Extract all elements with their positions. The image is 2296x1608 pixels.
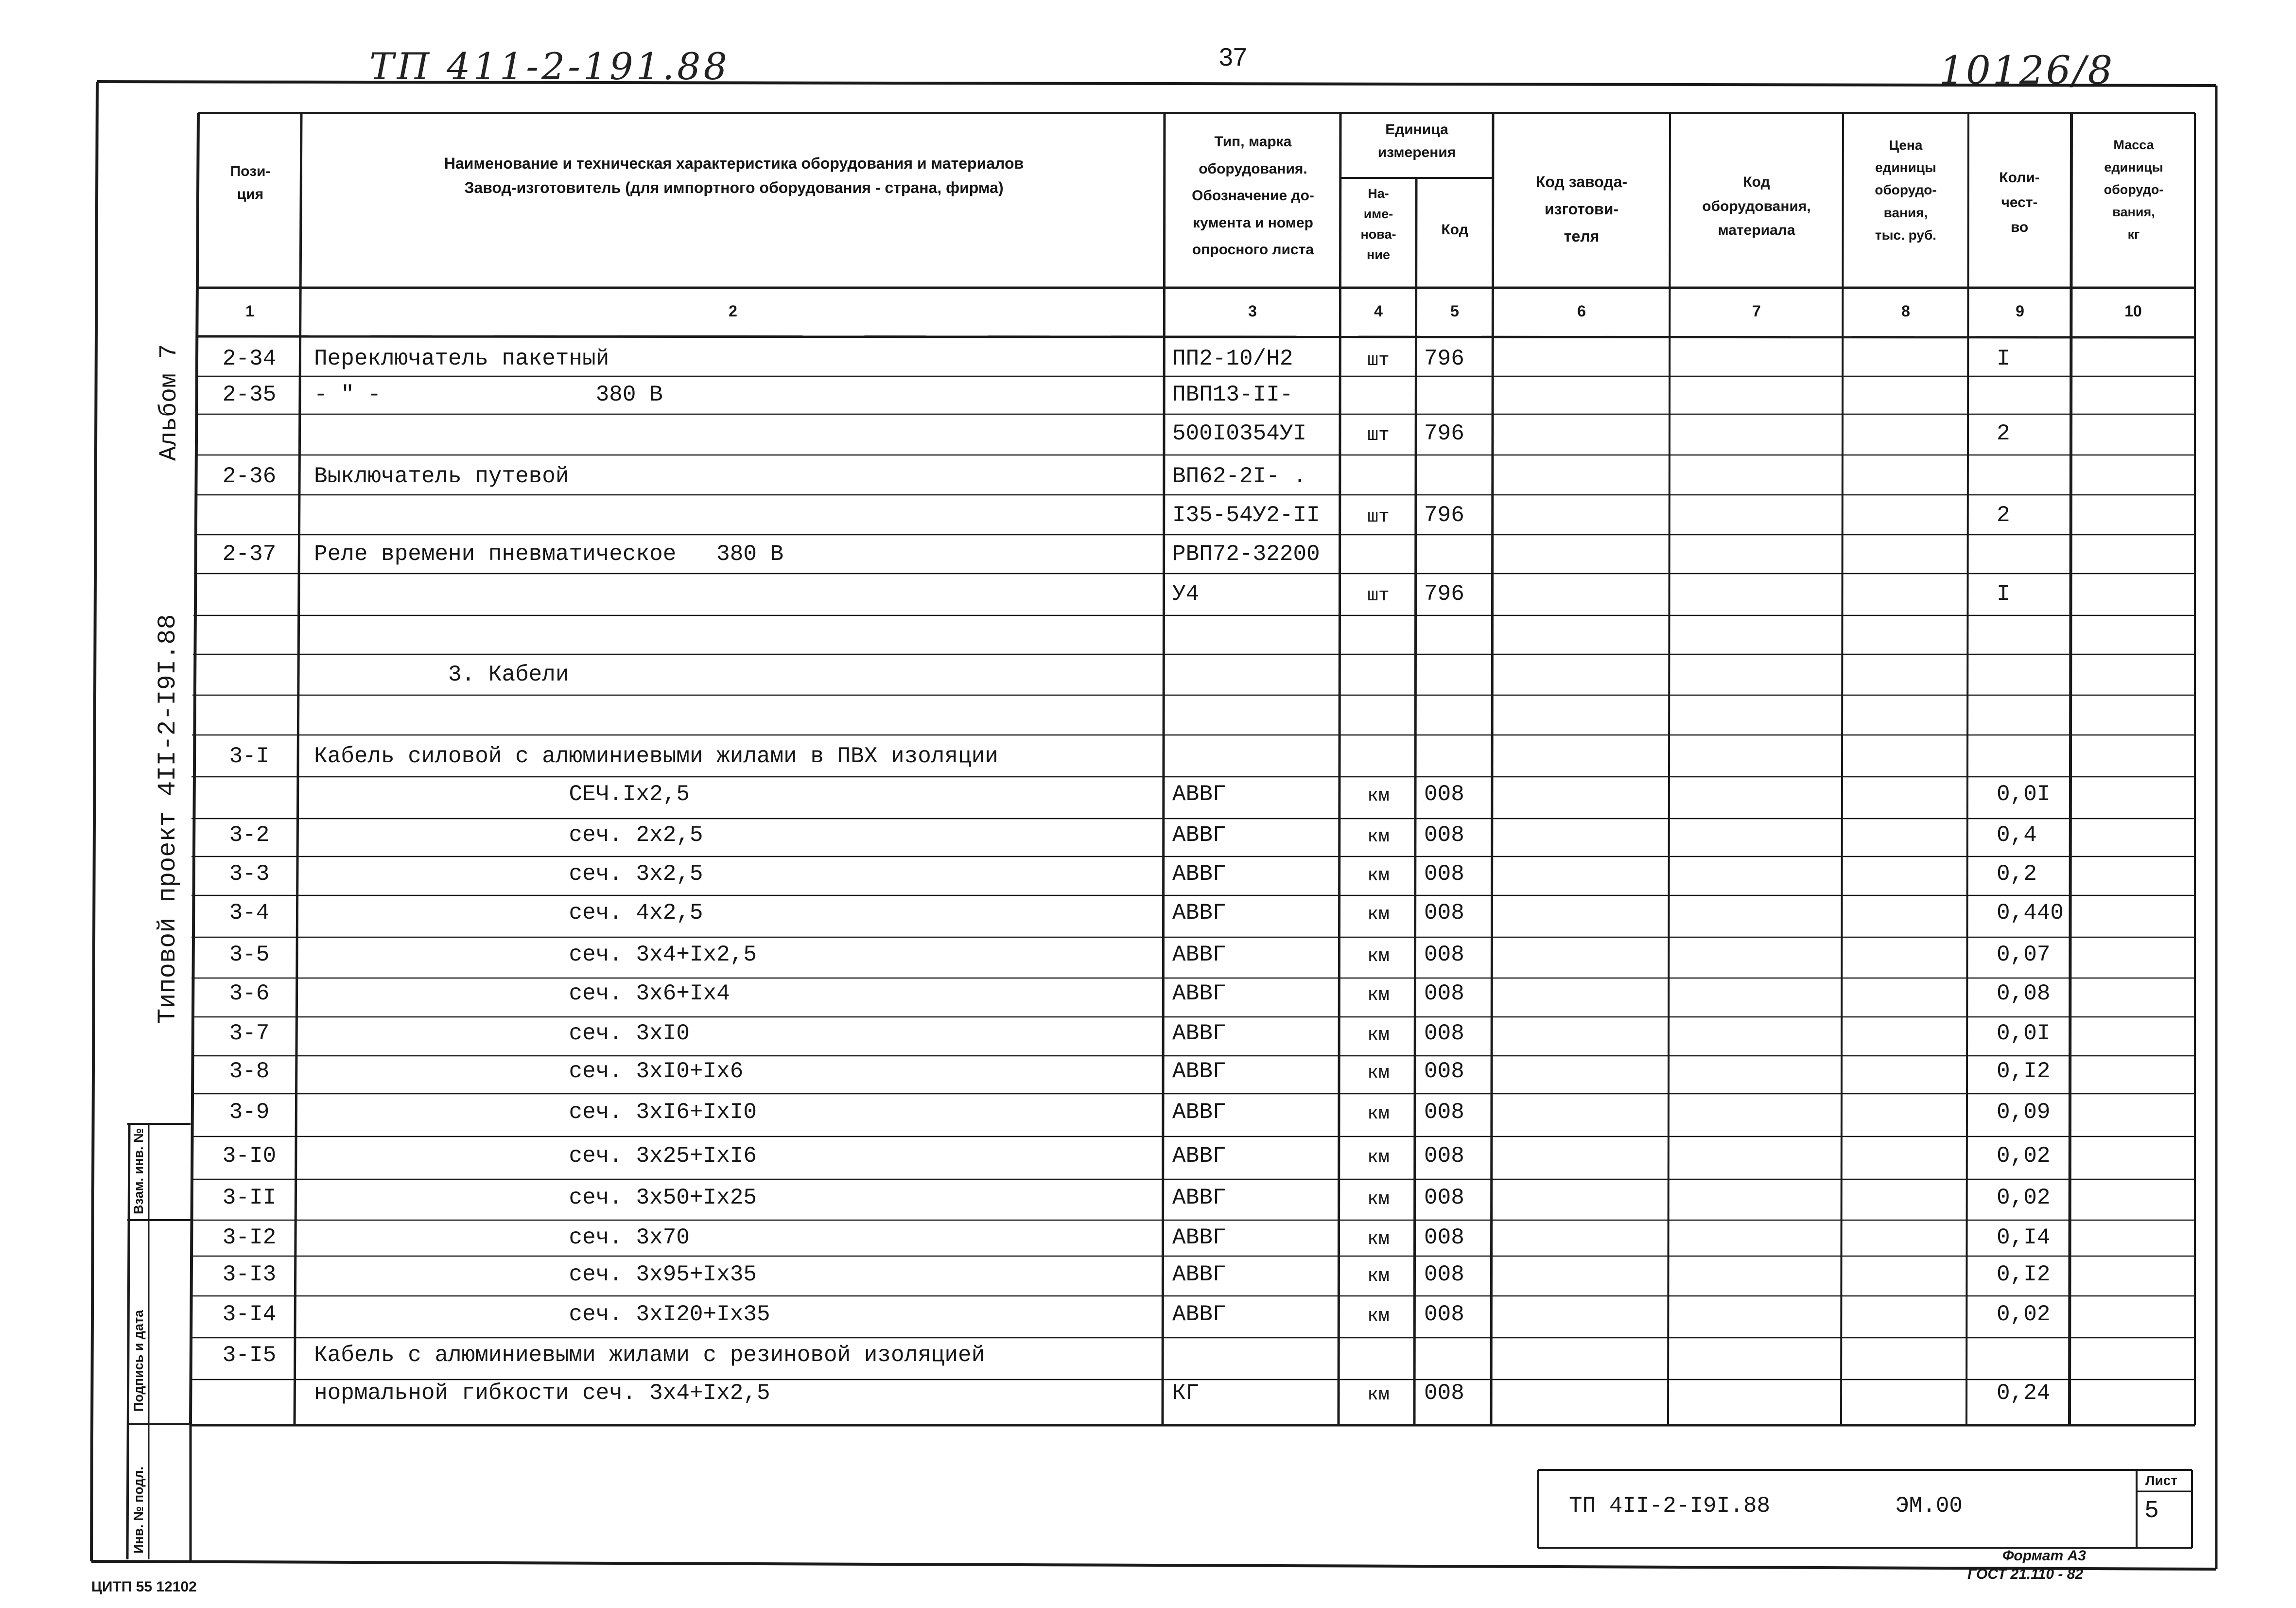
col-header-name: Наименование и техническая характеристика оборудования и материалов Завод-изготовитель (для импортного оборудования - страна, фирма): [444, 155, 1024, 196]
cell-type: АВВГ: [1172, 1143, 1226, 1169]
titleblock-doc-code: ТП 4II-2-I9I.88: [1569, 1493, 1771, 1519]
cell-type: АВВГ: [1172, 900, 1226, 926]
cell-type: ПВП13-II-: [1172, 382, 1293, 407]
table-left-line: [191, 113, 198, 1425]
cell-name: сеч. 3хI0: [314, 1021, 690, 1046]
cell-unit: км: [1367, 1306, 1390, 1327]
col-header-factory-code: Код завода- изготови- теля: [1535, 173, 1628, 245]
cell-unit: км: [1367, 985, 1390, 1006]
cell-unit: км: [1367, 865, 1390, 886]
cell-type: АВВГ: [1172, 782, 1226, 807]
colnum-8: 8: [1901, 302, 1910, 320]
cell-qty: 2: [1997, 421, 2010, 446]
cell-qty: 0,I4: [1997, 1225, 2051, 1250]
stamp-label-replace-inv: Взам. инв. №: [131, 1128, 146, 1214]
colnum-2: 2: [729, 302, 737, 320]
colnum-7: 7: [1752, 302, 1761, 320]
cell-type: АВВГ: [1172, 1100, 1226, 1125]
cell-qty: 0,0I: [1997, 782, 2051, 807]
cell-name: Переключатель пакетный: [314, 346, 609, 371]
colnum-1: 1: [245, 302, 254, 320]
cell-type: АВВГ: [1172, 1185, 1226, 1210]
cell-qty: 0,I2: [1997, 1262, 2051, 1287]
cell-unit: км: [1367, 904, 1390, 925]
cell-pos: 3-7: [229, 1021, 270, 1046]
cell-pos: 3-2: [229, 822, 270, 848]
cell-pos: 3-I3: [222, 1262, 277, 1287]
cell-pos: 3-I: [229, 744, 270, 769]
cell-pos: 3-9: [229, 1100, 270, 1125]
frame-bottom: [91, 1561, 2216, 1569]
cell-qty: 0,440: [1997, 900, 2064, 926]
cell-name: СЕЧ.Iх2,5: [314, 782, 690, 807]
cell-name: Кабель силовой с алюминиевыми жилами в ПВХ изоляции: [314, 744, 998, 769]
cell-unit: шт: [1367, 350, 1390, 371]
cell-type: I35-54У2-II: [1172, 503, 1320, 528]
cell-pos: 3-II: [222, 1185, 277, 1210]
cell-qty: 0,4: [1997, 822, 2037, 848]
cell-name: - " - 380 В: [314, 382, 663, 407]
page-number: 37: [1219, 43, 1247, 71]
project-label: Типовой проект 4II-2-I9I.88: [154, 614, 182, 1024]
colnum-3: 3: [1248, 302, 1257, 320]
col-header-type: Тип, марка оборудования. Обозначение до- кумента и номер опросного листа: [1192, 134, 1314, 258]
cell-qty: 0,0I: [1997, 1021, 2051, 1046]
col-header-position: Пози- ция: [230, 163, 271, 202]
cell-code: 008: [1424, 1262, 1464, 1287]
cell-unit: шт: [1367, 507, 1390, 527]
format-label: Формат А3: [2002, 1548, 2086, 1564]
cell-qty: 0,02: [1997, 1185, 2051, 1210]
cell-name: сеч. 3х95+Iх35: [314, 1262, 757, 1287]
cell-code: 008: [1424, 1302, 1464, 1327]
cell-type: АВВГ: [1172, 1021, 1226, 1046]
cell-code: 008: [1424, 861, 1464, 887]
cell-code: 008: [1424, 1100, 1464, 1125]
cell-pos: 2-35: [222, 382, 277, 407]
cell-unit: км: [1367, 1384, 1390, 1405]
cell-name: сеч. 4х2,5: [314, 900, 703, 926]
cell-pos: 3-4: [229, 900, 270, 926]
cell-name: 3. Кабели: [314, 662, 569, 687]
cell-type: АВВГ: [1172, 1225, 1226, 1250]
cell-code: 008: [1424, 942, 1464, 967]
cell-name: сеч. 3хI20+Iх35: [314, 1302, 770, 1327]
cell-name: сеч. 3х70: [314, 1225, 690, 1250]
colnum-9: 9: [2016, 302, 2024, 320]
cell-code: 796: [1424, 503, 1464, 528]
cell-code: 008: [1424, 1021, 1464, 1046]
cell-name: сеч. 2х2,5: [314, 822, 703, 848]
cell-pos: 3-6: [229, 981, 270, 1006]
cell-unit: км: [1367, 1103, 1390, 1124]
col-header-unit-name: На- име- нова- ние: [1360, 186, 1396, 262]
cell-pos: 3-I4: [222, 1302, 277, 1327]
cell-qty: 0,02: [1997, 1143, 2051, 1169]
inventory-number-handwritten: 10126/8: [1939, 48, 2115, 93]
cell-name: сеч. 3х4+Iх2,5: [314, 942, 757, 967]
colnum-5: 5: [1450, 302, 1459, 320]
cell-code: 796: [1424, 421, 1464, 446]
frame-left: [91, 82, 97, 1561]
album-label: Альбом 7: [156, 344, 183, 461]
cell-type: АВВГ: [1172, 981, 1226, 1006]
cell-type: КГ: [1172, 1381, 1200, 1406]
cell-qty: 2: [1997, 503, 2010, 528]
cell-code: 008: [1424, 1225, 1464, 1250]
colnum-4: 4: [1374, 302, 1383, 320]
cell-qty: 0,24: [1997, 1381, 2051, 1406]
stamp-strip-left: [127, 1123, 129, 1559]
col-header-mass: Масса единицы оборудо- вания, кг: [2104, 138, 2164, 242]
cell-name: сеч. 3х50+Iх25: [314, 1185, 757, 1210]
stamp-label-signature-date: Подпись и дата: [131, 1310, 146, 1412]
cell-name: Реле времени пневматическое 380 В: [314, 542, 784, 567]
cell-pos: 2-36: [222, 464, 277, 489]
cell-name: сеч. 3х6+Iх4: [314, 981, 730, 1006]
cell-pos: 3-I2: [222, 1225, 277, 1250]
stamp-label-original-inv: Инв. № подл.: [131, 1466, 146, 1554]
cell-type: 500I0354УI: [1172, 421, 1307, 446]
cell-qty: 0,2: [1997, 861, 2037, 887]
cell-qty: 0,08: [1997, 981, 2051, 1006]
titleblock-sheet-label: Лист: [2145, 1473, 2178, 1488]
cell-code: 008: [1424, 782, 1464, 807]
cell-code: 796: [1424, 346, 1464, 371]
publisher-label: ЦИТП 55 12102: [91, 1579, 197, 1595]
cell-qty: 0,09: [1997, 1100, 2051, 1125]
cell-code: 008: [1424, 1143, 1464, 1169]
doc-code-handwritten: ТП 411-2-191.88: [369, 45, 730, 88]
cell-type: АВВГ: [1172, 1059, 1226, 1084]
cell-unit: км: [1367, 1189, 1390, 1210]
cell-code: 008: [1424, 981, 1464, 1006]
cell-name: сеч. 3х2,5: [314, 861, 703, 887]
cell-qty: 0,I2: [1997, 1059, 2051, 1084]
col-header-unit-group: Единица измерения: [1377, 122, 1456, 160]
cell-pos: 3-3: [229, 861, 270, 887]
cell-name: Кабель с алюминиевыми жилами с резиновой изоляцией: [314, 1343, 985, 1368]
cell-unit: км: [1367, 1229, 1390, 1250]
cell-unit: км: [1367, 826, 1390, 847]
cell-pos: 3-I5: [222, 1343, 277, 1368]
cell-pos: 3-I0: [222, 1143, 277, 1169]
cell-pos: 3-5: [229, 942, 270, 967]
cell-unit: км: [1367, 1147, 1390, 1168]
cell-qty: 0,07: [1997, 942, 2051, 967]
col-header-unit-code: Код: [1441, 222, 1468, 238]
cell-type: У4: [1172, 581, 1200, 607]
col-header-material-code: Код оборудования, материала: [1702, 174, 1811, 238]
cell-code: 008: [1424, 900, 1464, 926]
cell-name: нормальной гибкости сеч. 3х4+Iх2,5: [314, 1381, 770, 1406]
colnum-6: 6: [1577, 302, 1586, 320]
cell-type: АВВГ: [1172, 1302, 1226, 1327]
cell-code: 008: [1424, 822, 1464, 848]
cell-name: сеч. 3х25+IхI6: [314, 1143, 757, 1169]
gost-label: ГОСТ 21.110 - 82: [1967, 1566, 2084, 1582]
cell-code: 796: [1424, 581, 1464, 607]
cell-qty: I: [1997, 581, 2010, 607]
cell-type: АВВГ: [1172, 1262, 1226, 1287]
cell-unit: км: [1367, 786, 1390, 806]
cell-code: 008: [1424, 1185, 1464, 1210]
colnum-bottom-line: [197, 336, 2195, 337]
titleblock-mark: ЭМ.00: [1896, 1493, 1963, 1519]
cell-type: ВП62-2I- .: [1172, 464, 1307, 489]
cell-type: АВВГ: [1172, 942, 1226, 967]
cell-type: РВП72-32200: [1172, 542, 1320, 567]
titleblock-sheet-number: 5: [2144, 1497, 2159, 1525]
cell-pos: 2-37: [222, 542, 277, 567]
cell-code: 008: [1424, 1059, 1464, 1084]
cell-name: Выключатель путевой: [314, 464, 569, 489]
cell-unit: км: [1367, 1063, 1390, 1084]
colnum-10: 10: [2124, 302, 2142, 320]
cell-unit: шт: [1367, 425, 1390, 446]
cell-name: сеч. 3хI0+Iх6: [314, 1059, 744, 1084]
cell-qty: I: [1997, 346, 2010, 371]
cell-unit: км: [1367, 946, 1390, 967]
cell-unit: шт: [1367, 585, 1390, 606]
frame-top: [97, 82, 2216, 86]
col-header-price: Цена единицы оборудо- вания, тыс. руб.: [1875, 138, 1937, 243]
cell-code: 008: [1424, 1381, 1464, 1406]
cell-unit: км: [1367, 1266, 1390, 1287]
cell-type: АВВГ: [1172, 822, 1226, 848]
cell-pos: 3-8: [229, 1059, 270, 1084]
cell-name: сеч. 3хI6+IхI0: [314, 1100, 757, 1125]
cell-qty: 0,02: [1997, 1302, 2051, 1327]
cell-unit: км: [1367, 1025, 1390, 1046]
cell-type: ПП2-10/Н2: [1172, 346, 1293, 371]
cell-type: АВВГ: [1172, 861, 1226, 887]
col-header-quantity: Коли- чест- во: [1999, 170, 2040, 235]
cell-pos: 2-34: [222, 346, 277, 371]
